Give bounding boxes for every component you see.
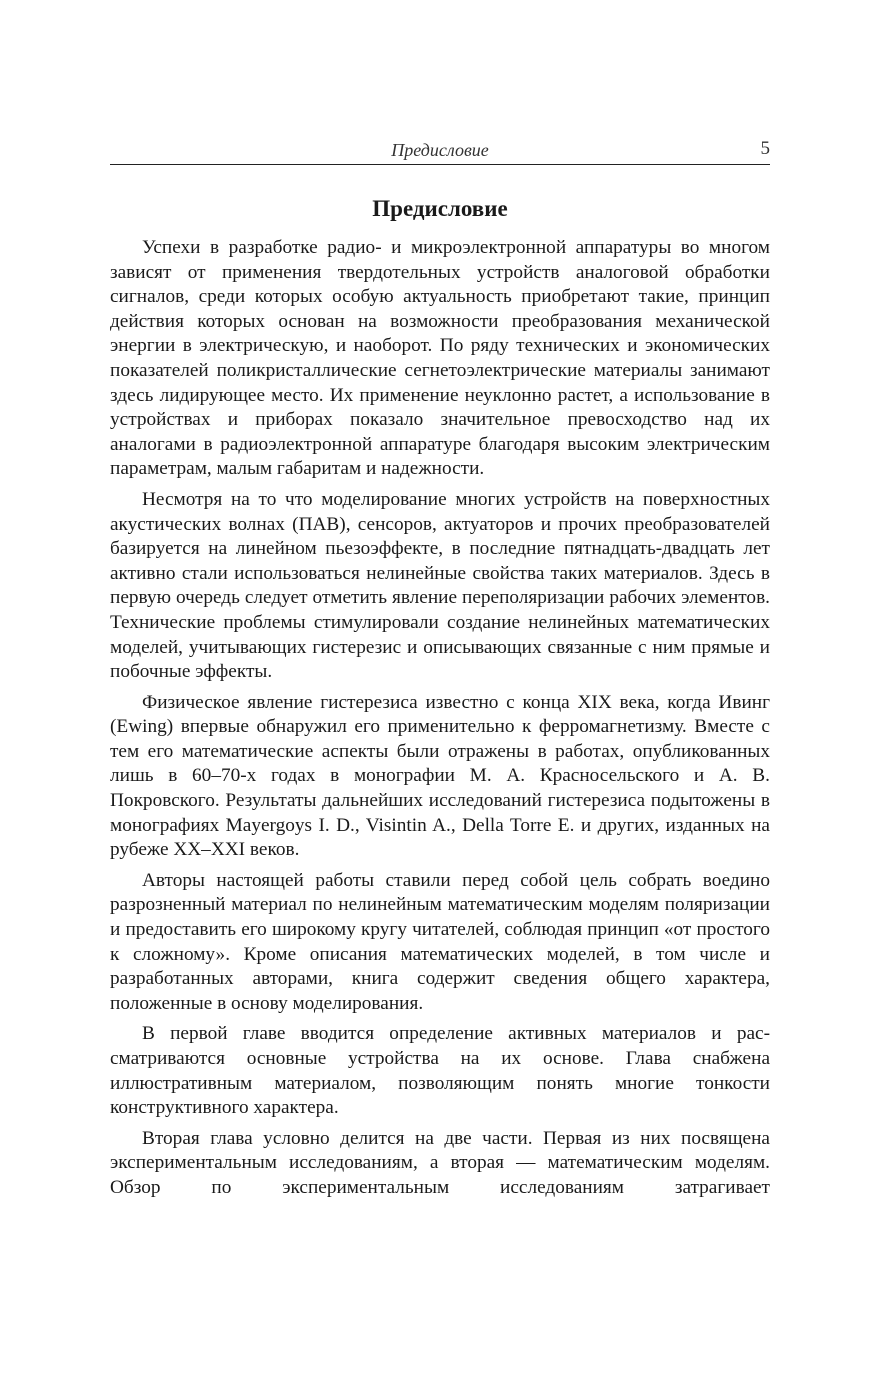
chapter-heading: Предисловие: [372, 196, 508, 221]
paragraph-5: В первой главе вводится определение активных материалов и рассматриваются основные устройства на их основе. Глава снабжена иллюстративным материалом, позволяющим понять многие тонкости конструктивного характера.: [110, 1023, 770, 1119]
paragraph-2: Несмотря на то что моделирование многих устройств на поверхностных акустических волнах (ПАВ), сенсоров, актуаторов и прочих преобразователей базируется на линейном пьезоэффекте, в последние пятнадцать-двадцать лет активно стали использоваться нелинейные свойства таких материалов. Здесь в первую очередь следует отметить явление переполяризации рабочих элементов. Технические проблемы стимулировали создание нелинейных математических моделей, учитывающих гистерезис и описывающих связанные с ним прямые и побочные эффекты.: [110, 488, 770, 683]
running-head: [110, 138, 770, 165]
body-text: [110, 236, 770, 1207]
running-head-title: Предисловие: [391, 140, 489, 160]
paragraph-1: Успехи в разработке радио- и микроэлектронной аппаратуры во многом зависят от применения твердотельных устройств аналоговой обработки сигналов, среди которых особую актуальность приобретают такие, принцип действия которых основан на возможности преобразования механической энергии в электрическую, и наоборот. По ряду технических и экономических показателей поликристаллические сегнетоэлектрические материалы занимают здесь лидирующее место. Их применение неуклонно растет, а использование в устройствах и приборах показало значительное превосходство над их аналогами в радиоэлектронной аппаратуре благодаря высоким электрическим параметрам, малым габаритам и надежности.: [110, 237, 770, 480]
paragraph-4: Авторы настоящей работы ставили перед собой цель собрать воедино разрозненный материал по нелинейным математическим моделям поляризации и предоставить его широкому кругу читателей, соблюдая принцип «от простого к сложному». Кроме описания математических моделей, в том числе и разработанных авторами, книга содержит сведения общего характера, положенные в основу моделирования.: [110, 869, 770, 1014]
page-number: 5: [760, 138, 770, 159]
paragraph-6: Вторая глава условно делится на две части. Первая из них посвящена экспериментальным исследованиям, а вторая — математическим моделям. Обзор по экспериментальным исследованиям затрагивает: [110, 1127, 770, 1198]
paragraph-3: Физическое явление гистерезиса известно с конца XIX века, когда Ивинг (Ewing) впервые обнаружил его применительно к ферромагнетизму. Вместе с тем его математические аспекты были отражены в работах, опубликованных лишь в 60–70-х годах в монографии М. А. Красносельского и А. В. Покровского. Результаты дальнейших исследований гистерезиса подытожены в монографиях Mayergoys I. D., Visintin A., Della Torre E. и других, изданных на рубеже XX–XXI веков.: [110, 691, 770, 861]
